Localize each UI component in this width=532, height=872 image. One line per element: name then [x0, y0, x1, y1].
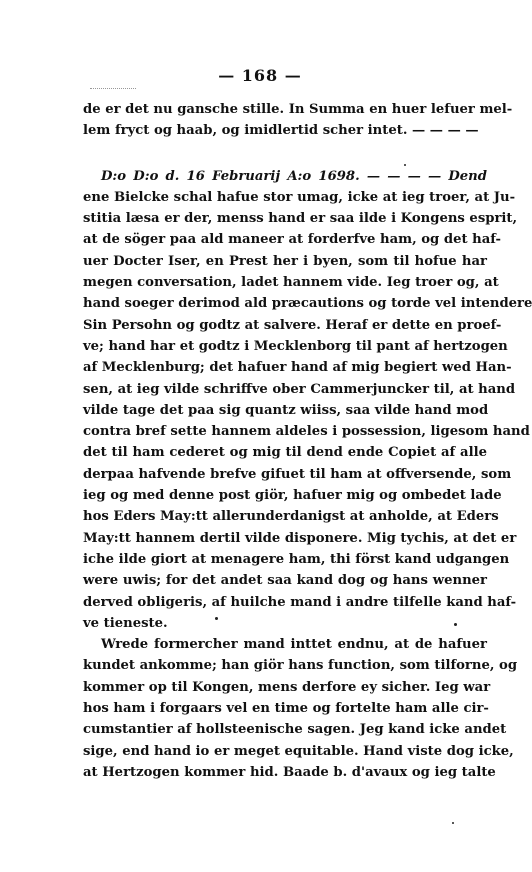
page-number: — 168 —	[218, 66, 302, 85]
text-line: af Mecklenburg; det hafuer hand af mig begiert wed Han-	[83, 360, 512, 376]
text-line: iche ilde giort at menagere ham, thi först kand udgangen	[83, 551, 510, 567]
ink-speck	[452, 822, 454, 824]
text-line: sige, end hand io er meget equitable. Hand viste dog icke,	[83, 743, 514, 759]
text-line: cumstantier af hollsteenische sagen. Jeg kand icke andet	[83, 722, 507, 738]
text-line: hos ham i forgaars vel en time og fortelte ham alle cir-	[83, 701, 489, 717]
text-line: ve; hand har et godtz i Mecklenborg til pant af hertzogen	[83, 338, 508, 354]
dated-entry-heading: D:o D:o d. 16 Februarij A:o 1698. — — — — Dend	[101, 168, 487, 184]
body-text	[83, 99, 532, 783]
text-line: contra bref sette hannem aldeles i possession, ligesom hand	[83, 424, 530, 440]
text-line: det til ham cederet og mig til dend ende Copiet af alle	[83, 445, 487, 461]
text-line: stitia læsa er der, menss hand er saa ilde i Kongens esprit,	[83, 211, 518, 227]
text-line: kommer op til Kongen, mens derfore ey sicher. Ieg war	[83, 679, 491, 695]
ink-speck	[454, 623, 457, 626]
text-line: Sin Persohn og godtz at salvere. Heraf er dette en proef-	[83, 317, 502, 333]
paragraph-gap	[83, 142, 487, 166]
ink-speck	[215, 617, 218, 620]
text-line: kundet ankomme; han giör hans function, som tilforne, og	[83, 658, 518, 674]
text-line: at Hertzogen kommer hid. Baade b. d'avaux og ieg talte	[83, 764, 496, 780]
text-line: derved obligeris, af huilche mand i andre tilfelle kand haf-	[83, 594, 517, 610]
text-line: were uwis; for det andet saa kand dog og hans wenner	[83, 573, 487, 589]
text-line: lem fryct og haab, og imidlertid scher intet. — — — —	[83, 123, 479, 139]
paragraph-2	[83, 166, 532, 635]
text-line: vilde tage det paa sig quantz wiiss, saa vilde hand mod	[83, 402, 489, 418]
text-line: ve tieneste.	[83, 615, 168, 631]
text-line: ene Bielcke schal hafue stor umag, icke at ieg troer, at Ju-	[83, 189, 516, 205]
text-line: sen, at ieg vilde schriffve ober Cammerjuncker til, at hand	[83, 381, 516, 397]
text-line: de er det nu gansche stille. In Summa en huer lefuer mel-	[83, 102, 513, 117]
text-line: ieg og med denne post giör, hafuer mig og ombedet lade	[83, 488, 502, 504]
text-line: at de söger paa ald maneer at forderfve ham, og det haf-	[83, 232, 501, 248]
paragraph-3	[83, 634, 518, 783]
text-line: megen conversation, ladet hannem vide. Ieg troer og, at	[83, 275, 499, 291]
ink-speck	[404, 164, 406, 166]
text-line: hand soeger derimod ald præcautions og torde vel intendere	[83, 296, 532, 312]
paragraph-1	[83, 99, 513, 142]
text-line: derpaa hafvende brefve gifuet til ham at offversende, som	[83, 466, 512, 482]
text-line: hos Eders May:tt allerunderdanigst at anholde, at Eders	[83, 509, 499, 525]
ink-smudge	[90, 88, 136, 92]
text-line: Wrede formercher mand inttet endnu, at de hafuer	[101, 637, 487, 653]
text-line: uer Docter Iser, en Prest her i byen, som til hofue har	[83, 253, 487, 269]
text-line: May:tt hannem dertil vilde disponere. Mig tychis, at det er	[83, 530, 517, 546]
